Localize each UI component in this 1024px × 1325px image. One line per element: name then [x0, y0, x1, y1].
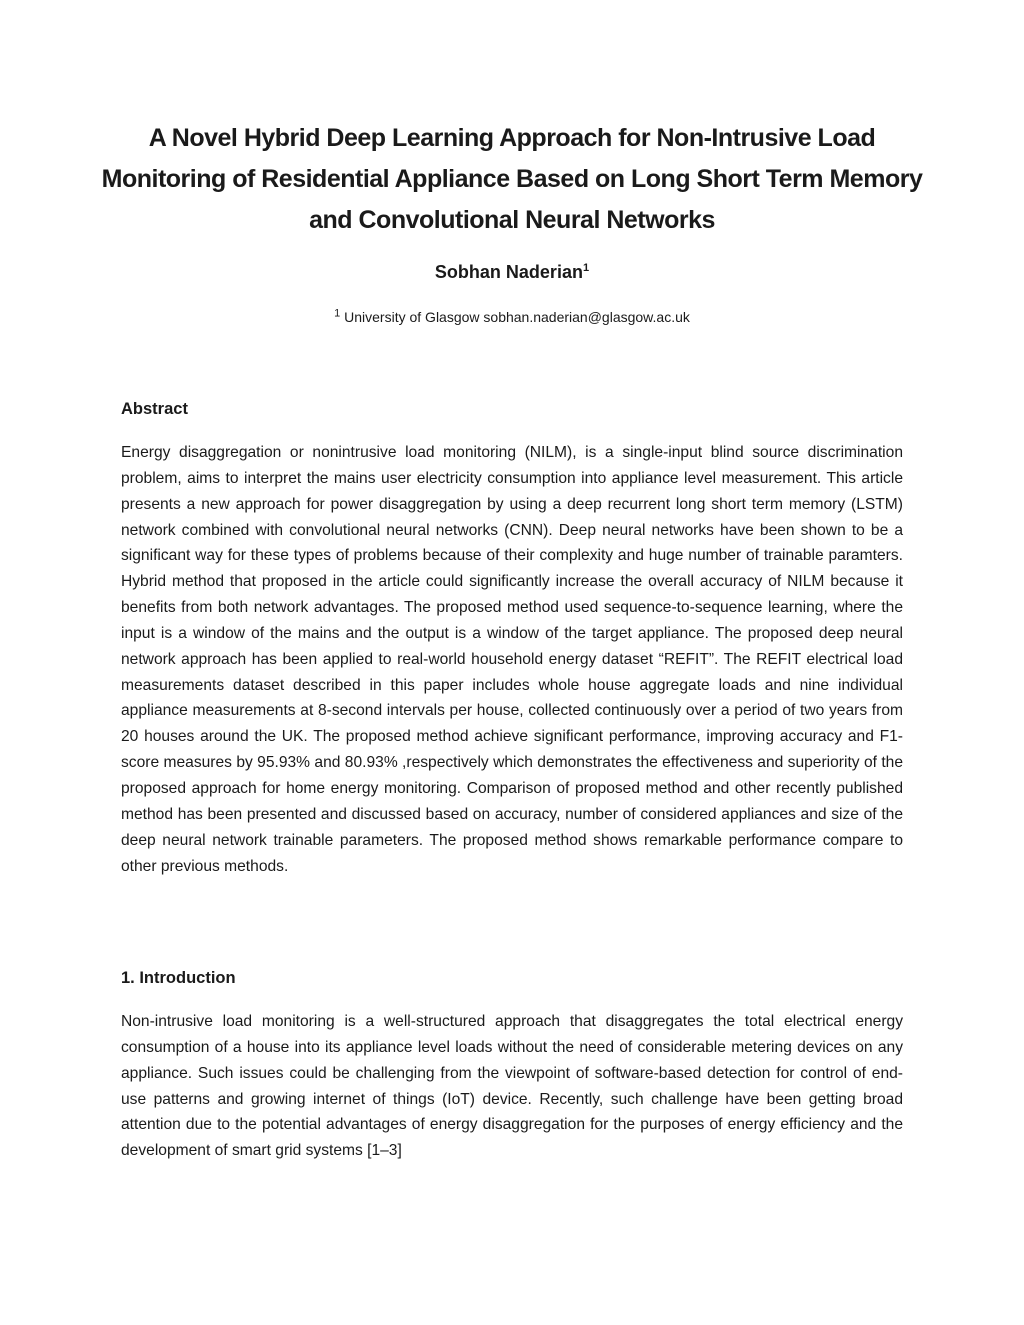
introduction-heading: 1. Introduction — [121, 969, 236, 987]
affiliation-line — [0, 306, 1024, 328]
abstract-body: Energy disaggregation or nonintrusive load monitoring (NILM), is a single-input blind source discrimination problem, aims to interpret the mains user electricity consumption into appliance level measurement. This article presents a new approach for power disaggregation by using a deep recurrent long short term memory (LSTM) network combined with convolutional neural networks (CNN). Deep neural networks have been shown to be a significant way for these types of problems because of their complexity and huge number of trainable paramters. Hybrid method that proposed in the article could significantly increase the overall accuracy of NILM because it benefits from both network advantages. The proposed method used sequence-to-sequence learning, where the input is a window of the mains and the output is a window of the target appliance. The proposed deep neural network approach has been applied to real-world household energy dataset “REFIT”. The REFIT electrical load measurements dataset described in this paper includes whole house aggregate loads and nine individual appliance measurements at 8-second intervals per house, collected continuously over a period of two years from 20 houses around the UK. The proposed method achieve significant performance, improving accuracy and F1-score measures by 95.93% and 80.93% ,respectively which demonstrates the effectiveness and superiority of the proposed approach for home energy monitoring. Comparison of proposed method and other recently published method has been presented and discussed based on accuracy, number of considered appliances and size of the deep neural network trainable parameters. The proposed method shows remarkable performance compare to other previous methods. — [121, 444, 903, 875]
introduction-body: Non-intrusive load monitoring is a well-structured approach that disaggregates the total electrical energy consumption of a house into its appliance level loads without the need of considerable metering devices on any appliance. Such issues could be challenging from the viewpoint of software-based detection for control of end-use patterns and growing internet of things (IoT) device. Recently, such challenge have been getting broad attention due to the potential advantages of energy disaggregation for the purposes of energy efficiency and the development of smart grid systems [1–3] — [121, 1013, 903, 1160]
author-line — [0, 258, 1024, 286]
author-name: Sobhan Naderian — [434, 262, 583, 282]
affiliation-superscript: 1 — [334, 307, 341, 320]
author-superscript: 1 — [582, 262, 590, 274]
abstract-heading: Abstract — [121, 400, 188, 418]
paper-title: A Novel Hybrid Deep Learning Approach for Non-Intrusive Load Monitoring of Residential Appliance Based on Long Short Term Memory and Convolutional Neural Networks — [101, 124, 923, 234]
affiliation-text: University of Glasgow sobhan.naderian@glasgow.ac.uk — [340, 309, 690, 325]
